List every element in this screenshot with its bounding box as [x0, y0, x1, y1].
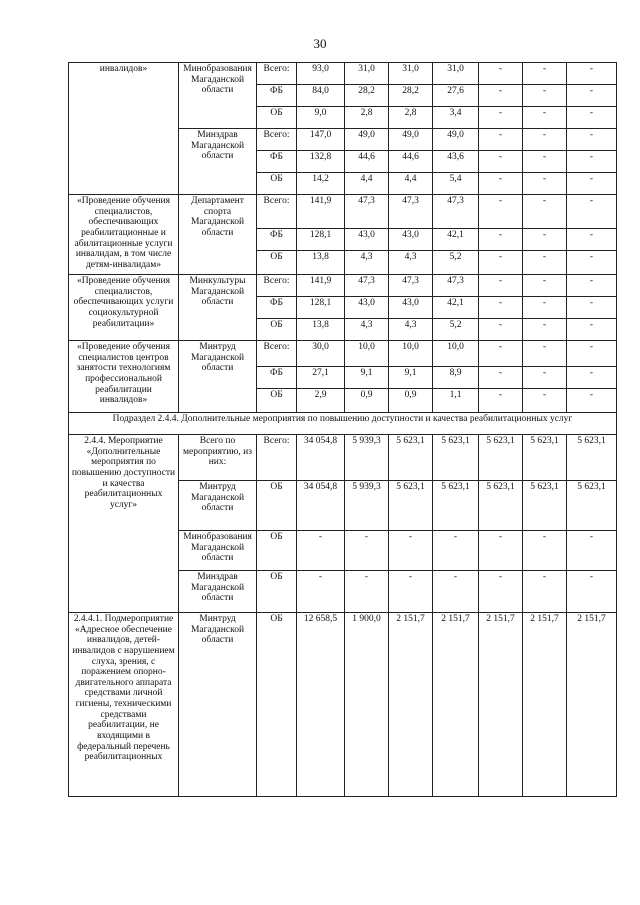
value-cell: 5 623,1 [433, 481, 479, 531]
page-number: 30 [313, 36, 327, 51]
value-cell: 0,9 [345, 389, 389, 413]
funding-source-cell: Всего: [257, 341, 297, 367]
value-cell: - [479, 129, 523, 151]
value-cell: 42,1 [433, 297, 479, 319]
value-cell: 10,0 [345, 341, 389, 367]
value-cell: - [567, 107, 617, 129]
value-cell: 9,1 [389, 367, 433, 389]
value-cell: 2 151,7 [433, 613, 479, 797]
value-cell: - [567, 275, 617, 297]
activity-cell: «Проведение обучения специалистов, обеспечивающих реабилитационные и абилитационные услуги инвалидам, в том числе детям-инвалидам» [69, 195, 179, 275]
value-cell: 44,6 [345, 151, 389, 173]
value-cell: - [567, 195, 617, 229]
executor-cell: Минобразования Магаданской области [179, 531, 257, 571]
value-cell: - [479, 63, 523, 85]
value-cell: 2,9 [297, 389, 345, 413]
value-cell: - [567, 297, 617, 319]
budget-table [68, 62, 617, 797]
value-cell: 10,0 [433, 341, 479, 367]
value-cell: 34 054,8 [297, 435, 345, 481]
value-cell: - [479, 107, 523, 129]
value-cell: - [523, 297, 567, 319]
value-cell: 43,0 [345, 297, 389, 319]
value-cell: - [433, 571, 479, 613]
value-cell: - [567, 251, 617, 275]
value-cell: 8,9 [433, 367, 479, 389]
executor-cell: Департамент спорта Магаданской области [179, 195, 257, 275]
value-cell: 5,2 [433, 319, 479, 341]
value-cell: - [345, 531, 389, 571]
funding-source-cell: ОБ [257, 173, 297, 195]
value-cell: 31,0 [433, 63, 479, 85]
value-cell: - [523, 275, 567, 297]
activity-cell: 2.4.4.1. Подмероприятие «Адресное обеспечение инвалидов, детей-инвалидов с нарушением слуха, зрения, с поражением опорно-двигательного аппарата средствами личной гигиены, техническими средствами реабилитации, не входящими в федеральный перечень реабилитационных [69, 613, 179, 797]
value-cell: 4,4 [389, 173, 433, 195]
value-cell: 44,6 [389, 151, 433, 173]
value-cell: - [567, 389, 617, 413]
table-row [69, 613, 617, 797]
value-cell: 28,2 [389, 85, 433, 107]
funding-source-cell: Всего: [257, 435, 297, 481]
funding-source-cell: Всего: [257, 275, 297, 297]
value-cell: - [479, 173, 523, 195]
value-cell: 141,9 [297, 195, 345, 229]
activity-cell: инвалидов» [69, 63, 179, 195]
funding-source-cell: ФБ [257, 85, 297, 107]
value-cell: - [523, 229, 567, 251]
value-cell: 2,8 [345, 107, 389, 129]
value-cell: 5 623,1 [433, 435, 479, 481]
value-cell: - [567, 173, 617, 195]
value-cell: 4,3 [389, 251, 433, 275]
value-cell: 5 939,3 [345, 435, 389, 481]
value-cell: 147,0 [297, 129, 345, 151]
value-cell: 2 151,7 [523, 613, 567, 797]
value-cell: - [523, 251, 567, 275]
value-cell: - [523, 173, 567, 195]
value-cell: 1 900,0 [345, 613, 389, 797]
value-cell: - [479, 251, 523, 275]
value-cell: 128,1 [297, 229, 345, 251]
value-cell: - [567, 63, 617, 85]
table-row [69, 341, 617, 367]
value-cell: 10,0 [389, 341, 433, 367]
value-cell: - [297, 531, 345, 571]
value-cell: 5,2 [433, 251, 479, 275]
value-cell: - [479, 151, 523, 173]
value-cell: 47,3 [433, 195, 479, 229]
value-cell: 2 151,7 [567, 613, 617, 797]
value-cell: - [567, 151, 617, 173]
value-cell: 141,9 [297, 275, 345, 297]
executor-cell: Минобразования Магаданской области [179, 63, 257, 129]
value-cell: 43,6 [433, 151, 479, 173]
value-cell: 3,4 [433, 107, 479, 129]
value-cell: - [567, 319, 617, 341]
value-cell: - [567, 85, 617, 107]
value-cell: 49,0 [389, 129, 433, 151]
value-cell: - [479, 367, 523, 389]
value-cell: - [479, 297, 523, 319]
value-cell: 5 623,1 [389, 435, 433, 481]
value-cell: - [567, 367, 617, 389]
value-cell: 5 939,3 [345, 481, 389, 531]
funding-source-cell: ОБ [257, 613, 297, 797]
value-cell: 47,3 [433, 275, 479, 297]
value-cell: - [523, 63, 567, 85]
value-cell: 2,8 [389, 107, 433, 129]
value-cell: 5 623,1 [567, 435, 617, 481]
value-cell: 13,8 [297, 251, 345, 275]
value-cell: - [389, 571, 433, 613]
value-cell: - [523, 195, 567, 229]
value-cell: - [567, 341, 617, 367]
funding-source-cell: ОБ [257, 389, 297, 413]
value-cell: 47,3 [345, 195, 389, 229]
table-row [69, 63, 617, 85]
funding-source-cell: ОБ [257, 481, 297, 531]
funding-source-cell: Всего: [257, 195, 297, 229]
value-cell: - [523, 341, 567, 367]
value-cell: - [479, 319, 523, 341]
value-cell: - [523, 531, 567, 571]
value-cell: 128,1 [297, 297, 345, 319]
value-cell: 4,3 [345, 251, 389, 275]
value-cell: - [523, 107, 567, 129]
value-cell: 2 151,7 [389, 613, 433, 797]
value-cell: 30,0 [297, 341, 345, 367]
value-cell: - [479, 571, 523, 613]
value-cell: - [297, 571, 345, 613]
funding-source-cell: Всего: [257, 129, 297, 151]
value-cell: 13,8 [297, 319, 345, 341]
value-cell: 5 623,1 [479, 481, 523, 531]
value-cell: 14,2 [297, 173, 345, 195]
value-cell: - [523, 151, 567, 173]
value-cell: 1,1 [433, 389, 479, 413]
value-cell: 27,1 [297, 367, 345, 389]
value-cell: 84,0 [297, 85, 345, 107]
value-cell: 5 623,1 [523, 481, 567, 531]
value-cell: - [523, 85, 567, 107]
executor-cell: Минкультуры Магаданской области [179, 275, 257, 341]
value-cell: 47,3 [345, 275, 389, 297]
value-cell: - [479, 389, 523, 413]
value-cell: 5 623,1 [479, 435, 523, 481]
value-cell: 5 623,1 [523, 435, 567, 481]
funding-source-cell: ФБ [257, 151, 297, 173]
value-cell: 4,3 [345, 319, 389, 341]
funding-source-cell: ФБ [257, 367, 297, 389]
value-cell: 5 623,1 [567, 481, 617, 531]
funding-source-cell: ФБ [257, 229, 297, 251]
value-cell: - [479, 229, 523, 251]
value-cell: - [567, 531, 617, 571]
funding-source-cell: ОБ [257, 107, 297, 129]
value-cell: 9,1 [345, 367, 389, 389]
executor-cell: Минтруд Магаданской области [179, 481, 257, 531]
value-cell: 9,0 [297, 107, 345, 129]
value-cell: 49,0 [433, 129, 479, 151]
value-cell: 4,3 [389, 319, 433, 341]
value-cell: - [523, 319, 567, 341]
funding-source-cell: Всего: [257, 63, 297, 85]
value-cell: 43,0 [345, 229, 389, 251]
value-cell: 12 658,5 [297, 613, 345, 797]
value-cell: - [433, 531, 479, 571]
value-cell: - [567, 571, 617, 613]
value-cell: - [567, 129, 617, 151]
executor-cell: Минтруд Магаданской области [179, 613, 257, 797]
value-cell: 47,3 [389, 275, 433, 297]
value-cell: 93,0 [297, 63, 345, 85]
value-cell: 43,0 [389, 229, 433, 251]
executor-cell: Минздрав Магаданской области [179, 571, 257, 613]
value-cell: - [345, 571, 389, 613]
value-cell: 0,9 [389, 389, 433, 413]
executor-cell: Минтруд Магаданской области [179, 341, 257, 413]
value-cell: 27,6 [433, 85, 479, 107]
section-title: Подраздел 2.4.4. Дополнительные мероприятия по повышению доступности и качества реабилитационных услуг [69, 413, 617, 435]
value-cell: - [479, 341, 523, 367]
value-cell: - [523, 129, 567, 151]
value-cell: 31,0 [389, 63, 433, 85]
value-cell: 34 054,8 [297, 481, 345, 531]
value-cell: - [523, 389, 567, 413]
value-cell: - [567, 229, 617, 251]
value-cell: 28,2 [345, 85, 389, 107]
value-cell: - [523, 571, 567, 613]
value-cell: 132,8 [297, 151, 345, 173]
activity-cell: 2.4.4. Мероприятие «Дополнительные мероприятия по повышению доступности и качества реабилитационных услуг» [69, 435, 179, 613]
table-row [69, 413, 617, 435]
funding-source-cell: ОБ [257, 251, 297, 275]
value-cell: 43,0 [389, 297, 433, 319]
value-cell: 42,1 [433, 229, 479, 251]
value-cell: 31,0 [345, 63, 389, 85]
value-cell: - [389, 531, 433, 571]
value-cell: 49,0 [345, 129, 389, 151]
activity-cell: «Проведение обучения специалистов центров занятости технологиям профессиональной реабилитации инвалидов» [69, 341, 179, 413]
value-cell: 4,4 [345, 173, 389, 195]
executor-cell: Всего по мероприятию, из них: [179, 435, 257, 481]
value-cell: 5 623,1 [389, 481, 433, 531]
table-row [69, 435, 617, 481]
value-cell: - [479, 195, 523, 229]
funding-source-cell: ОБ [257, 531, 297, 571]
value-cell: - [523, 367, 567, 389]
value-cell: - [479, 85, 523, 107]
executor-cell: Минздрав Магаданской области [179, 129, 257, 195]
value-cell: 5,4 [433, 173, 479, 195]
value-cell: 47,3 [389, 195, 433, 229]
funding-source-cell: ОБ [257, 319, 297, 341]
value-cell: - [479, 531, 523, 571]
activity-cell: «Проведение обучения специалистов, обеспечивающих услуги социокультурной реабилитации» [69, 275, 179, 341]
value-cell: - [479, 275, 523, 297]
funding-source-cell: ОБ [257, 571, 297, 613]
table-row [69, 195, 617, 229]
value-cell: 2 151,7 [479, 613, 523, 797]
funding-source-cell: ФБ [257, 297, 297, 319]
table-row [69, 275, 617, 297]
